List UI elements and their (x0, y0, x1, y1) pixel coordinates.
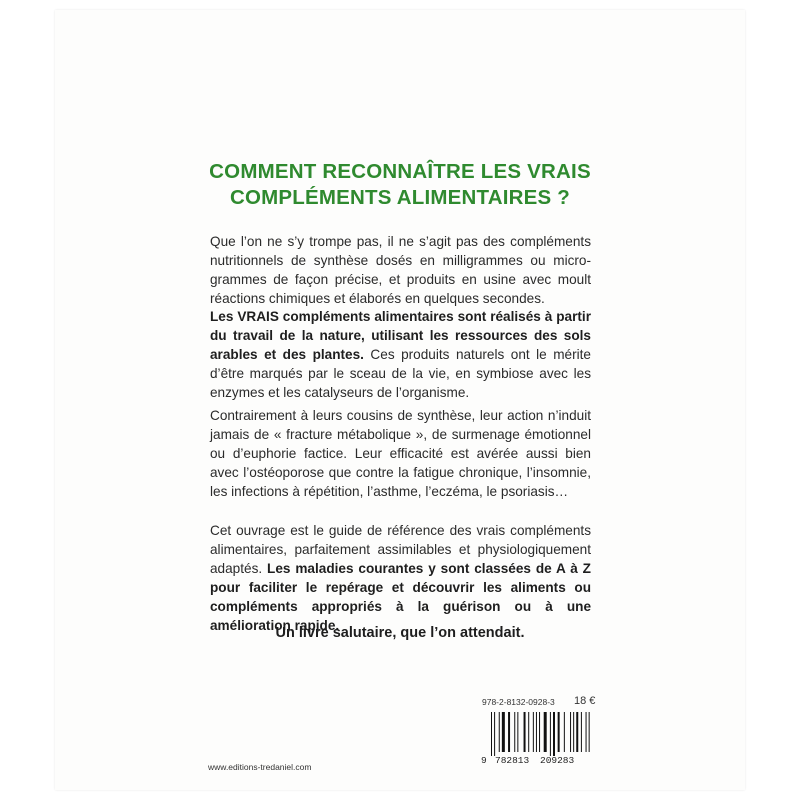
paragraph-vrais-complements-bold: Les VRAIS compléments alimentaires sont réalisés à partir du travail de la nature, utilisant les ressources des sols arables et des plantes. (210, 309, 591, 362)
title-line-1: COMMENT RECONNAÎTRE LES VRAIS (209, 160, 591, 183)
barcode-bar (524, 712, 526, 752)
paragraph-synthese (210, 406, 591, 501)
barcode-bar (539, 712, 540, 752)
barcode-bars (491, 712, 591, 756)
barcode-bar (499, 712, 500, 752)
price-label: 18 € (574, 695, 596, 707)
barcode-bar (514, 712, 515, 752)
paragraph-synthese-text: Contrairement à leurs cousins de synthèse, leur action n’induit jamais de « fracture métabolique », de surmenage émotionnel ou d’euphorie factice. Leur efficacité est avérée aussi bien avec l’ostéoporose que contre la fatigue chronique, l’insomnie, les infections à répétition, l’asthme, l’eczéma, le psoriasis… (210, 408, 591, 499)
barcode-bar (573, 712, 574, 752)
barcode-bar (508, 712, 510, 752)
barcode-bar (558, 712, 560, 752)
barcode-bar (491, 712, 492, 756)
paragraph-ouvrage-text: Cet ouvrage est le guide de référence des vrais compléments alimentaires, parfaitement assimilables et physiologiquement adaptés. (210, 523, 591, 576)
barcode-bar (517, 712, 518, 752)
barcode-bar (533, 712, 534, 752)
barcode-bar (502, 712, 505, 752)
barcode-bar (494, 712, 495, 756)
barcode-group-right: 209283 (540, 755, 575, 764)
paragraph-ouvrage (210, 521, 591, 635)
title-line-2: COMPLÉMENTS ALIMENTAIRES ? (229, 186, 571, 209)
barcode-bar (536, 712, 537, 752)
barcode-group-left: 782813 (495, 755, 530, 764)
paragraph-intro (210, 232, 591, 308)
isbn-number: 978-2-8132-0928-3 (482, 697, 555, 707)
barcode-bar (553, 712, 555, 756)
barcode-bar (550, 712, 551, 756)
tagline: Un livre salutaire, que l’on attendait. (275, 625, 525, 641)
paragraph-vrais-complements (210, 307, 591, 402)
barcode-bar (564, 712, 565, 752)
paragraph-ouvrage-bold: Les maladies courantes y sont classées de A à Z pour faciliter le repérage et découvrir les aliments ou compléments appropriés à la guérison ou à une amélioration rapide. (210, 561, 591, 633)
barcode-first-digit: 9 (481, 755, 487, 764)
barcode-bar (589, 712, 590, 752)
barcode-bar (544, 712, 547, 752)
paragraph-intro-text: Que l’on ne s’y trompe pas, il ne s’agit pas des compléments nutritionnels de synthèse dosés en milligrammes ou micro-grammes de façon précise, et produits en usine avec moult réactions chimiques et élaborés en quelques secondes. (210, 234, 591, 306)
barcode-bar (528, 712, 529, 752)
barcode-bar (576, 712, 578, 752)
barcode-bar (581, 712, 582, 752)
publisher-website: www.editions-tredaniel.com (208, 762, 312, 772)
barcode-bar (570, 712, 571, 752)
paragraph-vrais-complements-text: Ces produits naturels ont le mérite d’être marqués par le sceau de la vie, en symbiose avec les enzymes et les catalyseurs de l’organisme. (210, 347, 591, 400)
barcode (479, 712, 591, 764)
barcode-bar (586, 712, 587, 752)
